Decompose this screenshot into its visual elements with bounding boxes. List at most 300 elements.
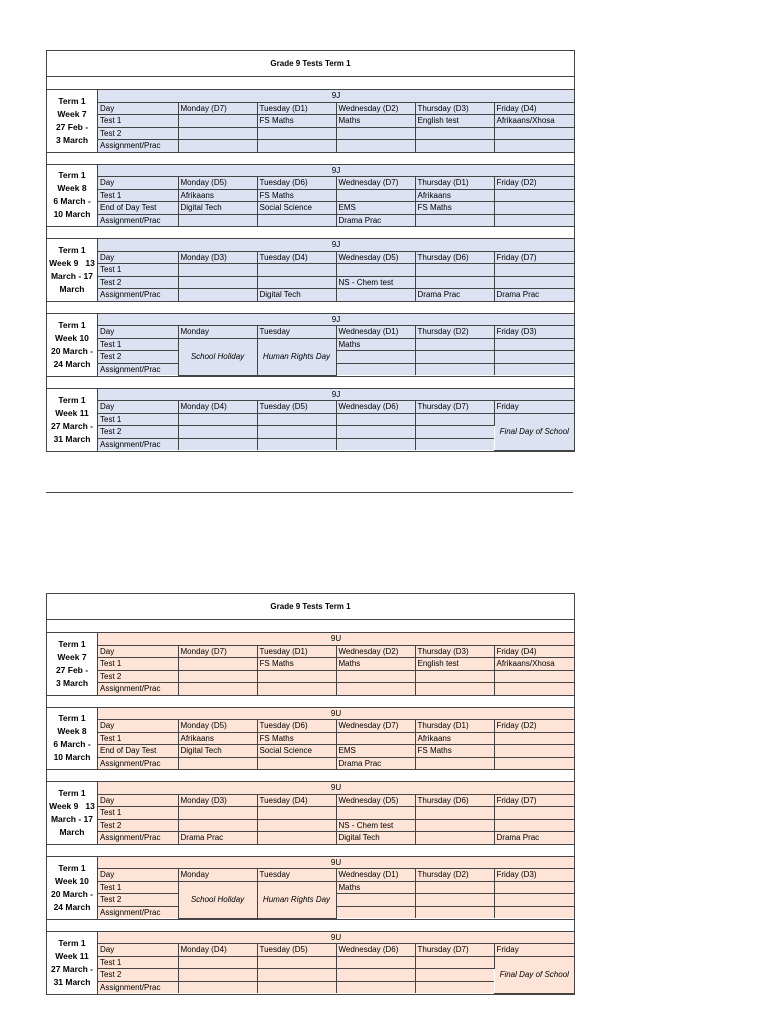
schedule-cell: Friday (D7): [494, 794, 574, 807]
table-row: [98, 745, 574, 758]
week-label: [47, 165, 98, 227]
row-label: Test 2: [98, 127, 178, 140]
schedule-cell: [178, 276, 257, 289]
schedule-table: [98, 932, 574, 994]
schedule-cell: [257, 757, 336, 769]
class-name: 9U: [98, 782, 574, 794]
row-label: Assignment/Prac: [98, 140, 178, 152]
schedule-cell: Monday (D3): [178, 794, 257, 807]
week-label-line: 6 March -: [53, 739, 91, 750]
week-label: [47, 857, 98, 919]
schedule-table: [98, 782, 574, 844]
schedule-cell: Digital Tech: [336, 832, 415, 844]
schedule-cell: [336, 264, 415, 277]
schedule-cell: Afrikaans: [178, 189, 257, 202]
week-block: [47, 856, 574, 920]
class-name: 9U: [98, 932, 574, 944]
row-label: Test 1: [98, 189, 178, 202]
row-label: Test 1: [98, 732, 178, 745]
schedule-cell: [178, 140, 257, 152]
row-label: Day: [98, 645, 178, 658]
table-row: [98, 264, 574, 277]
week-label-line: 3 March: [55, 134, 89, 145]
class-name: 9J: [98, 389, 574, 401]
row-label: Test 1: [98, 264, 178, 277]
schedule-cell: Friday (D2): [494, 177, 574, 190]
week-block: [47, 238, 574, 302]
row-label: Test 1: [98, 413, 178, 426]
final-day-cell: Final Day of School: [494, 956, 574, 993]
table-row: [98, 956, 574, 969]
schedule-cell: Wednesday (D2): [336, 645, 415, 658]
schedule-cell: Digital Tech: [178, 745, 257, 758]
schedule-cell: Wednesday (D2): [336, 102, 415, 115]
table-row: [98, 338, 574, 351]
schedule-cell: Wednesday (D6): [336, 944, 415, 957]
week-gap: [47, 920, 574, 931]
class-name: 9U: [98, 708, 574, 720]
schedule-cell: [178, 819, 257, 832]
spacer: [47, 620, 574, 632]
schedule-cell: [494, 351, 574, 364]
schedule-cell: Thursday (D7): [415, 944, 494, 957]
schedule-cell: Monday (D5): [178, 177, 257, 190]
row-label: Test 1: [98, 115, 178, 128]
row-label: Day: [98, 869, 178, 882]
table-row: [98, 127, 574, 140]
schedule-cell: [415, 214, 494, 226]
row-label: Day: [98, 251, 178, 264]
week-gap: [47, 770, 574, 781]
table-row: [98, 251, 574, 264]
schedule-cell: [336, 807, 415, 820]
row-label: Day: [98, 401, 178, 414]
schedule-cell: Tuesday (D1): [257, 102, 336, 115]
schedule-cell: Afrikaans: [415, 189, 494, 202]
schedule-cell: [336, 363, 415, 375]
week-label-line: Week 10: [55, 875, 89, 886]
schedule-cell: [257, 127, 336, 140]
table-row: [98, 670, 574, 683]
row-label: Day: [98, 326, 178, 339]
row-label: Assignment/Prac: [98, 683, 178, 695]
schedule-cell: FS Maths: [257, 732, 336, 745]
schedule-cell: [494, 363, 574, 375]
schedule-cell: [415, 413, 494, 426]
schedule-cell: [415, 894, 494, 907]
schedule-cell: [415, 807, 494, 820]
schedule-cell: Thursday (D6): [415, 251, 494, 264]
week-label-line: 3 March: [55, 677, 89, 688]
schedule-cell: Afrikaans/Xhosa: [494, 115, 574, 128]
schedule-cell: Tuesday (D6): [257, 177, 336, 190]
schedule-cell: Friday (D4): [494, 645, 574, 658]
row-label: Test 1: [98, 338, 178, 351]
schedule-cell: [494, 140, 574, 152]
class-name: 9J: [98, 314, 574, 326]
schedule-cell: [494, 202, 574, 215]
schedule-table: [98, 857, 574, 919]
row-label: Test 1: [98, 881, 178, 894]
schedule-cell: [336, 413, 415, 426]
week-label-line: Term 1: [58, 244, 86, 255]
schedule-cell: [494, 881, 574, 894]
schedule-table: [98, 633, 574, 695]
week-label: [47, 389, 98, 451]
schedule-cell: [178, 956, 257, 969]
week-label-line: 20 March -: [50, 888, 94, 899]
schedule-cell: [415, 956, 494, 969]
schedule-cell: Thursday (D2): [415, 326, 494, 339]
week-label-line: Week 10: [55, 332, 89, 343]
week-label-line: Week 9 13: [49, 257, 95, 268]
schedule-table: [98, 90, 574, 152]
schedule-cell: [257, 807, 336, 820]
row-label: End of Day Test: [98, 202, 178, 215]
public-holiday-cell: Human Rights Day: [257, 338, 336, 375]
class-name: 9J: [98, 90, 574, 102]
schedule-cell: FS Maths: [257, 115, 336, 128]
week-label-line: 27 March -: [50, 963, 94, 974]
table-row: [98, 401, 574, 414]
sheet-9j: [46, 50, 575, 452]
schedule-cell: [336, 426, 415, 439]
schedule-cell: [336, 438, 415, 450]
page-divider: [46, 492, 573, 493]
schedule-cell: Social Science: [257, 745, 336, 758]
table-row: [98, 881, 574, 894]
schedule-cell: Friday (D4): [494, 102, 574, 115]
schedule-cell: NS - Chem test: [336, 276, 415, 289]
schedule-cell: [494, 338, 574, 351]
schedule-cell: [415, 264, 494, 277]
schedule-cell: Drama Prac: [336, 214, 415, 226]
week-label-line: 24 March: [53, 901, 91, 912]
schedule-cell: [415, 757, 494, 769]
schedule-cell: Digital Tech: [257, 289, 336, 301]
week-block: [47, 781, 574, 845]
final-day-cell: Final Day of School: [494, 413, 574, 450]
schedule-cell: [336, 956, 415, 969]
schedule-cell: Wednesday (D5): [336, 251, 415, 264]
schedule-cell: [257, 426, 336, 439]
schedule-cell: [178, 658, 257, 671]
week-label: [47, 90, 98, 152]
schedule-cell: FS Maths: [257, 189, 336, 202]
schedule-cell: Tuesday (D4): [257, 251, 336, 264]
row-label: End of Day Test: [98, 745, 178, 758]
schedule-cell: [178, 426, 257, 439]
row-label: Assignment/Prac: [98, 289, 178, 301]
week-label-line: March - 17: [50, 813, 94, 824]
schedule-cell: Monday (D7): [178, 102, 257, 115]
week-label-line: Term 1: [58, 638, 86, 649]
table-row: [98, 102, 574, 115]
week-label-line: 27 March -: [50, 420, 94, 431]
schedule-cell: Thursday (D3): [415, 102, 494, 115]
holiday-cell: School Holiday: [178, 881, 257, 918]
table-row: [98, 720, 574, 733]
table-row: [98, 140, 574, 152]
schedule-cell: [178, 127, 257, 140]
week-gap: [47, 377, 574, 388]
table-row: [98, 894, 574, 907]
schedule-cell: [494, 214, 574, 226]
spacer: [47, 77, 574, 89]
schedule-cell: Monday: [178, 869, 257, 882]
schedule-cell: Friday: [494, 944, 574, 957]
schedule-cell: [415, 351, 494, 364]
week-label-line: Week 8: [57, 183, 87, 194]
schedule-cell: Drama Prac: [178, 832, 257, 844]
schedule-cell: [257, 956, 336, 969]
schedule-cell: [415, 438, 494, 450]
schedule-cell: [336, 732, 415, 745]
row-label: Test 1: [98, 807, 178, 820]
schedule-cell: [178, 413, 257, 426]
table-row: [98, 794, 574, 807]
table-row: [98, 214, 574, 226]
table-row: [98, 819, 574, 832]
schedule-cell: [336, 127, 415, 140]
schedule-cell: [257, 264, 336, 277]
schedule-cell: [178, 981, 257, 993]
schedule-cell: [178, 969, 257, 982]
schedule-cell: English test: [415, 115, 494, 128]
week-block: [47, 313, 574, 377]
week-label-line: March: [59, 283, 85, 294]
week-label-line: Term 1: [58, 394, 86, 405]
row-label: Test 2: [98, 670, 178, 683]
table-row: [98, 869, 574, 882]
schedule-cell: Afrikaans/Xhosa: [494, 658, 574, 671]
row-label: Test 2: [98, 351, 178, 364]
schedule-cell: Drama Prac: [494, 289, 574, 301]
schedule-cell: Maths: [336, 881, 415, 894]
schedule-cell: [494, 757, 574, 769]
week-label-line: Week 7: [57, 108, 87, 119]
table-row: [98, 363, 574, 375]
schedule-table: [98, 239, 574, 301]
sheet-title: Grade 9 Tests Term 1: [47, 51, 574, 77]
schedule-cell: Wednesday (D1): [336, 869, 415, 882]
row-label: Test 2: [98, 819, 178, 832]
table-row: [98, 645, 574, 658]
schedule-cell: [415, 338, 494, 351]
schedule-cell: English test: [415, 658, 494, 671]
schedule-cell: [178, 289, 257, 301]
week-gap: [47, 696, 574, 707]
schedule-cell: Thursday (D1): [415, 177, 494, 190]
row-label: Assignment/Prac: [98, 981, 178, 993]
week-label: [47, 782, 98, 844]
schedule-cell: Friday (D2): [494, 720, 574, 733]
row-label: Test 2: [98, 276, 178, 289]
schedule-cell: Tuesday: [257, 869, 336, 882]
week-label-line: March: [59, 826, 85, 837]
schedule-cell: [336, 189, 415, 202]
schedule-cell: Wednesday (D6): [336, 401, 415, 414]
table-row: [98, 732, 574, 745]
schedule-cell: [257, 969, 336, 982]
schedule-cell: [494, 683, 574, 695]
schedule-cell: [257, 683, 336, 695]
schedule-cell: Maths: [336, 115, 415, 128]
week-block: [47, 707, 574, 771]
table-row: [98, 658, 574, 671]
schedule-cell: Monday (D5): [178, 720, 257, 733]
week-label-line: Term 1: [58, 713, 86, 724]
schedule-cell: [257, 140, 336, 152]
row-label: Assignment/Prac: [98, 906, 178, 918]
table-row: [98, 683, 574, 695]
week-label-line: 20 March -: [50, 345, 94, 356]
schedule-cell: Afrikaans: [178, 732, 257, 745]
schedule-cell: Monday (D4): [178, 401, 257, 414]
table-row: [98, 202, 574, 215]
week-label-line: Week 11: [55, 950, 89, 961]
table-row: [98, 177, 574, 190]
schedule-cell: [336, 683, 415, 695]
table-row: [98, 115, 574, 128]
schedule-cell: [415, 819, 494, 832]
schedule-cell: [336, 894, 415, 907]
schedule-cell: Tuesday (D6): [257, 720, 336, 733]
schedule-cell: [415, 906, 494, 918]
week-label-line: Term 1: [58, 170, 86, 181]
week-block: [47, 632, 574, 696]
week-label-line: 31 March: [53, 433, 91, 444]
table-row: [98, 944, 574, 957]
week-block: [47, 164, 574, 228]
schedule-cell: [178, 115, 257, 128]
schedule-cell: Maths: [336, 338, 415, 351]
schedule-cell: Digital Tech: [178, 202, 257, 215]
schedule-cell: [336, 981, 415, 993]
table-row: [98, 757, 574, 769]
table-row: [98, 413, 574, 426]
week-label-line: Week 11: [55, 407, 89, 418]
schedule-cell: Wednesday (D1): [336, 326, 415, 339]
week-label-line: 6 March -: [53, 196, 91, 207]
schedule-cell: [415, 670, 494, 683]
schedule-cell: Drama Prac: [336, 757, 415, 769]
schedule-cell: [494, 264, 574, 277]
schedule-cell: [494, 127, 574, 140]
class-name: 9J: [98, 239, 574, 251]
schedule-cell: [257, 214, 336, 226]
schedule-cell: Wednesday (D7): [336, 177, 415, 190]
schedule-cell: [415, 969, 494, 982]
week-label-line: Week 9 13: [49, 800, 95, 811]
row-label: Day: [98, 177, 178, 190]
schedule-cell: Wednesday (D5): [336, 794, 415, 807]
schedule-cell: [336, 969, 415, 982]
schedule-cell: Monday: [178, 326, 257, 339]
schedule-table: [98, 165, 574, 227]
schedule-cell: [178, 807, 257, 820]
schedule-cell: [178, 670, 257, 683]
schedule-cell: [494, 819, 574, 832]
schedule-cell: FS Maths: [415, 745, 494, 758]
week-label: [47, 633, 98, 695]
row-label: Test 1: [98, 658, 178, 671]
schedule-cell: [257, 413, 336, 426]
schedule-cell: [336, 906, 415, 918]
row-label: Assignment/Prac: [98, 832, 178, 844]
schedule-cell: [178, 264, 257, 277]
schedule-cell: [415, 276, 494, 289]
class-name: 9U: [98, 633, 574, 645]
week-label-line: Term 1: [58, 787, 86, 798]
schedule-cell: Monday (D3): [178, 251, 257, 264]
schedule-cell: Thursday (D2): [415, 869, 494, 882]
schedule-cell: [494, 732, 574, 745]
week-label-line: Week 7: [57, 651, 87, 662]
week-label-line: Term 1: [58, 862, 86, 873]
schedule-cell: [178, 683, 257, 695]
week-label-line: 24 March: [53, 358, 91, 369]
table-row: [98, 906, 574, 918]
schedule-cell: Tuesday: [257, 326, 336, 339]
week-label-line: March - 17: [50, 270, 94, 281]
schedule-cell: [257, 981, 336, 993]
schedule-cell: [178, 757, 257, 769]
schedule-cell: [415, 127, 494, 140]
row-label: Assignment/Prac: [98, 214, 178, 226]
row-label: Assignment/Prac: [98, 757, 178, 769]
schedule-cell: Friday: [494, 401, 574, 414]
schedule-cell: [336, 289, 415, 301]
schedule-cell: Thursday (D6): [415, 794, 494, 807]
sheet-title: Grade 9 Tests Term 1: [47, 594, 574, 620]
week-label-line: Term 1: [58, 319, 86, 330]
sheet-9u: [46, 593, 575, 995]
schedule-cell: Tuesday (D4): [257, 794, 336, 807]
schedule-cell: Drama Prac: [415, 289, 494, 301]
week-label: [47, 314, 98, 376]
public-holiday-cell: Human Rights Day: [257, 881, 336, 918]
schedule-cell: Tuesday (D5): [257, 944, 336, 957]
schedule-cell: Tuesday (D1): [257, 645, 336, 658]
schedule-cell: [415, 683, 494, 695]
schedule-table: [98, 389, 574, 451]
schedule-cell: [494, 745, 574, 758]
schedule-cell: [494, 906, 574, 918]
schedule-cell: NS - Chem test: [336, 819, 415, 832]
week-label-line: 27 Feb -: [55, 121, 89, 132]
row-label: Assignment/Prac: [98, 438, 178, 450]
week-label-line: Term 1: [58, 937, 86, 948]
schedule-cell: [257, 832, 336, 844]
schedule-cell: Thursday (D1): [415, 720, 494, 733]
week-gap: [47, 227, 574, 238]
schedule-cell: Friday (D3): [494, 326, 574, 339]
row-label: Day: [98, 794, 178, 807]
schedule-cell: [178, 214, 257, 226]
week-block: [47, 931, 574, 994]
schedule-cell: Monday (D4): [178, 944, 257, 957]
schedule-cell: Monday (D7): [178, 645, 257, 658]
week-label-line: 10 March: [53, 209, 91, 220]
schedule-cell: FS Maths: [257, 658, 336, 671]
week-label: [47, 239, 98, 301]
holiday-cell: School Holiday: [178, 338, 257, 375]
week-gap: [47, 153, 574, 164]
row-label: Day: [98, 944, 178, 957]
week-label: [47, 708, 98, 770]
schedule-cell: [494, 276, 574, 289]
